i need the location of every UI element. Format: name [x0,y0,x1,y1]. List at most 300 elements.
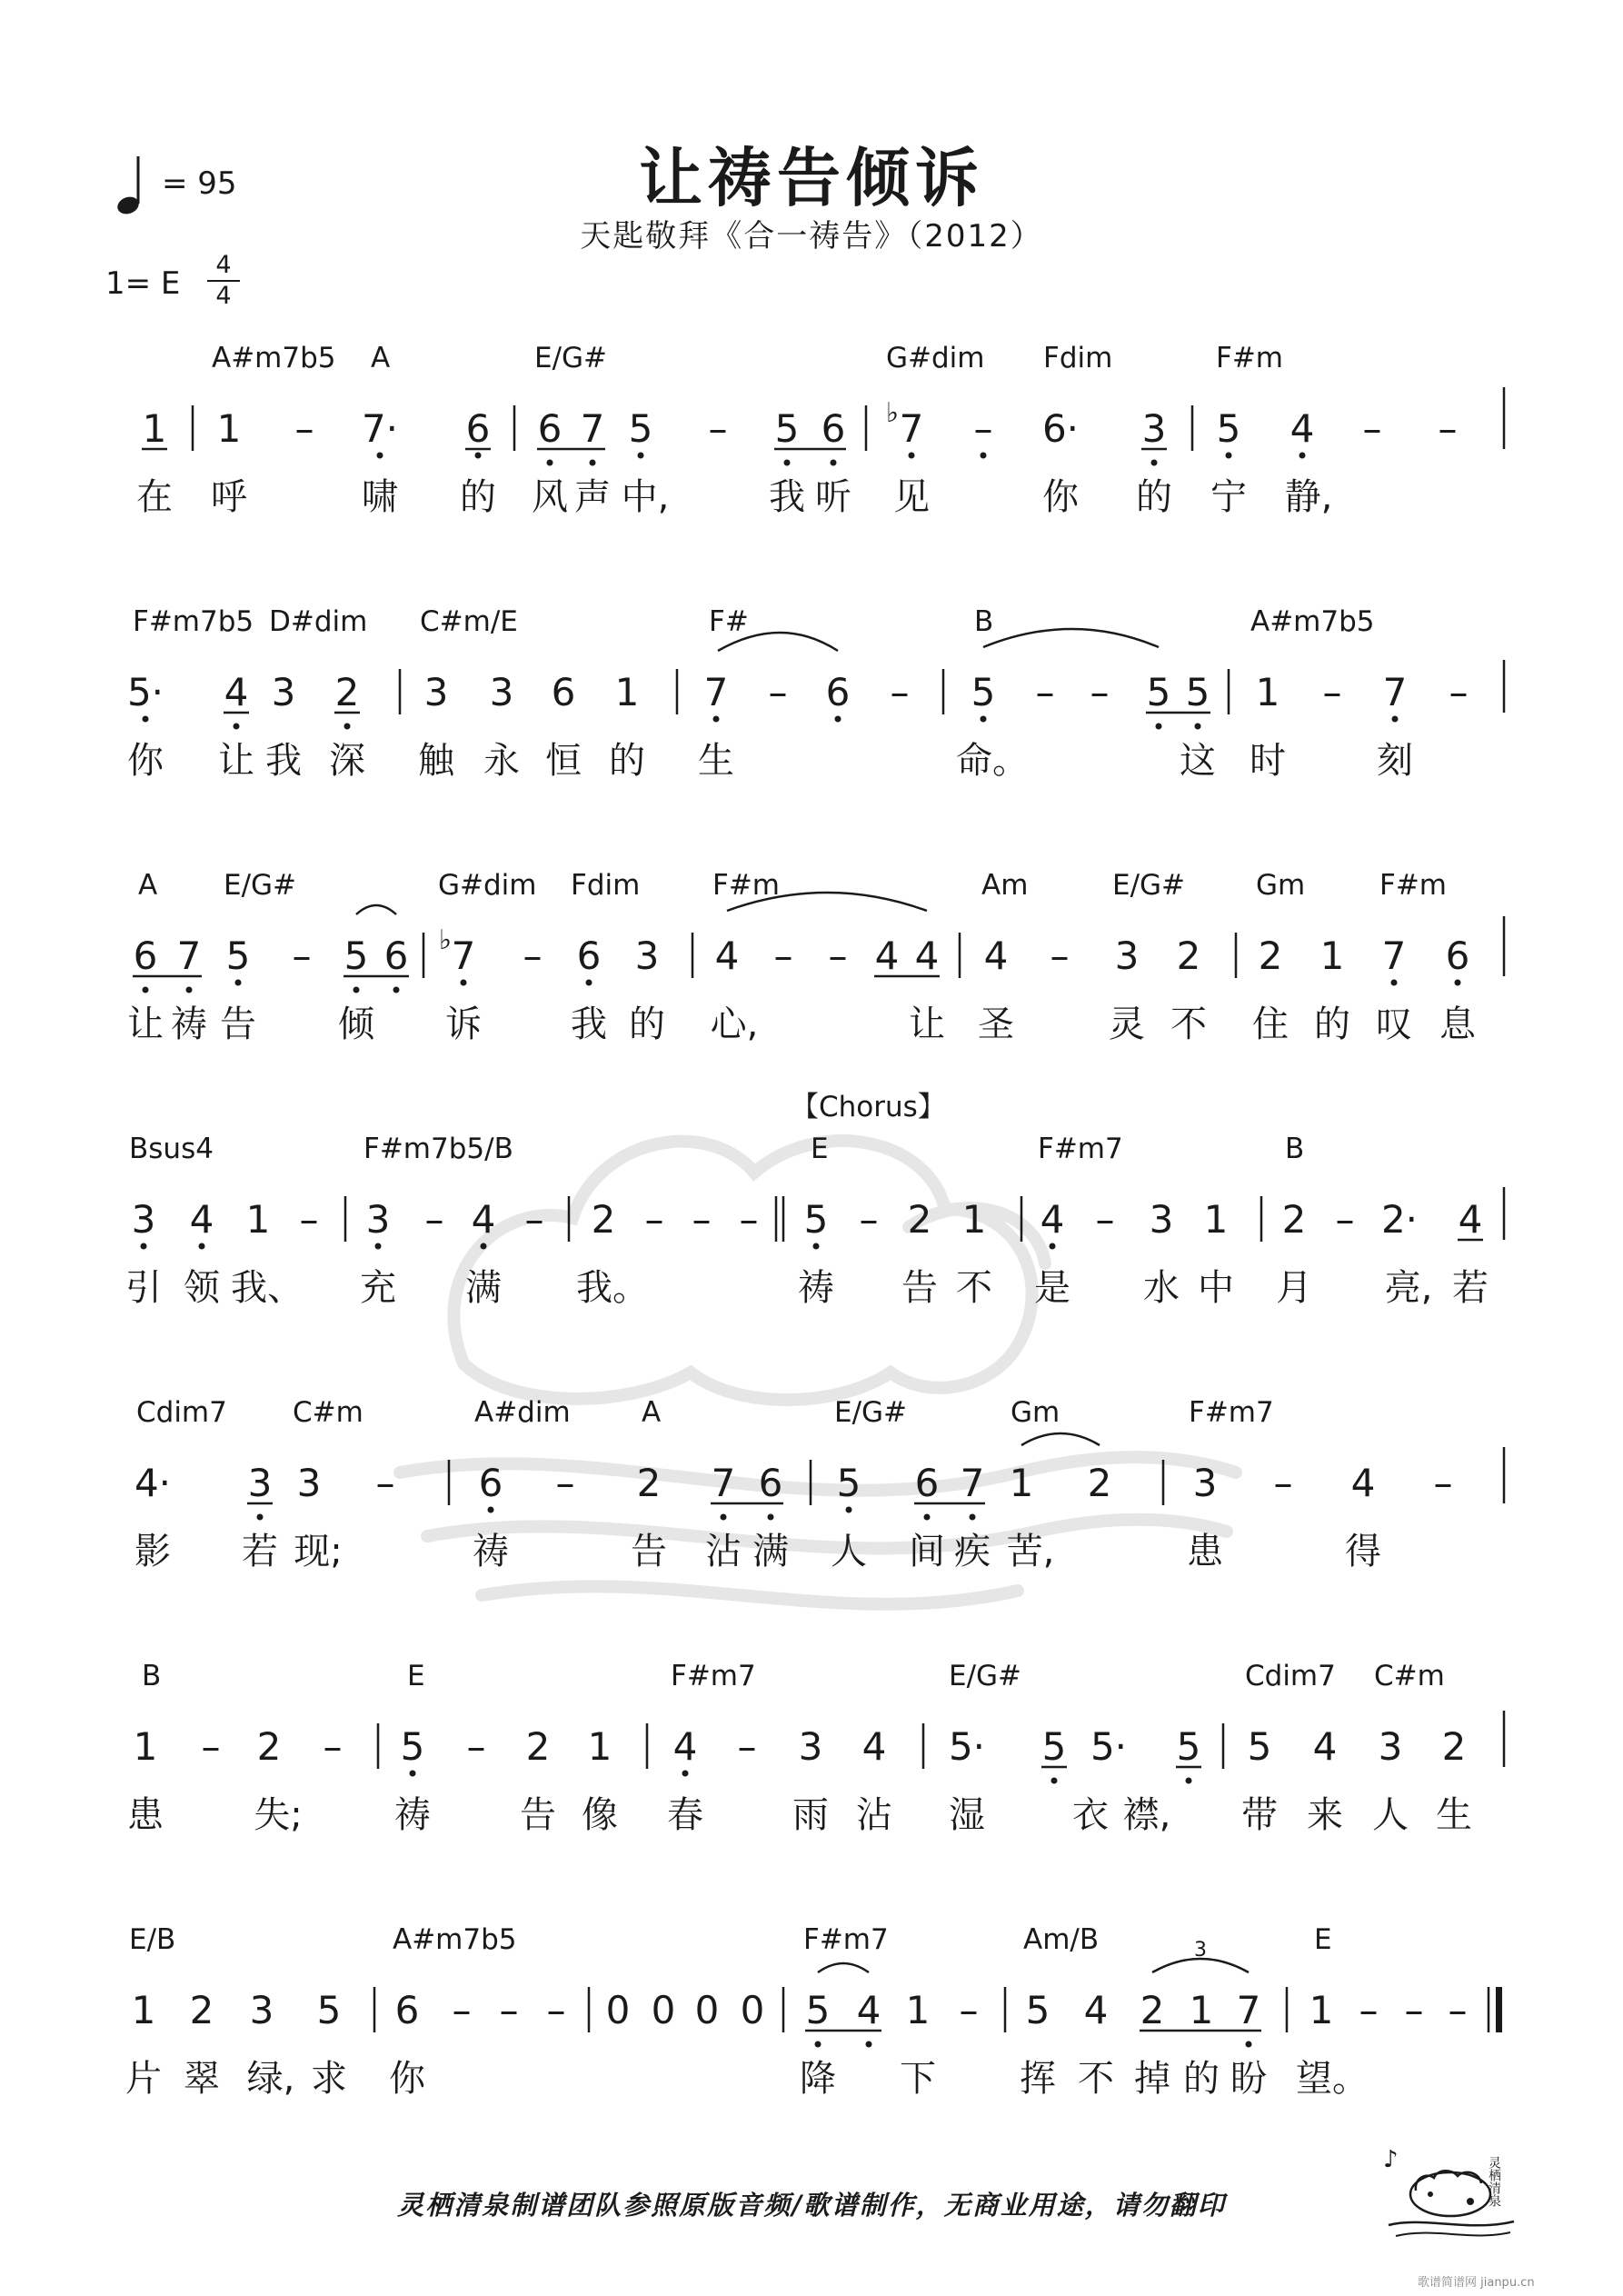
note: 2 [189,1988,214,2032]
note: – [1273,1461,1293,1505]
chord-symbol: F#m7 [671,1660,756,1692]
lyric: 这 [1180,740,1216,782]
chord-symbol: E [1314,1923,1332,1956]
lyric: 让 [218,740,254,782]
chord-symbol: F#m7b5/B [363,1133,513,1165]
note: 1 [587,1724,612,1769]
note: 1 [142,406,167,451]
note: 7 [703,670,729,714]
note: 5 [774,406,800,451]
note: 3 [489,670,514,714]
note: 6 [551,670,576,714]
lyric: 诉 [445,1003,482,1045]
note: – [1448,1988,1468,2032]
lyric: 亮, [1384,1267,1433,1309]
chord-symbol: E/G# [949,1660,1022,1692]
note: – [323,1724,343,1769]
chord-symbol: F#m [1216,342,1284,374]
lyric: 告 [901,1267,938,1309]
lyric: 宁 [1210,476,1247,518]
lyric: 得 [1345,1531,1381,1572]
lyric: 挥 [1020,2058,1056,2100]
score-staff [0,1396,1623,1596]
note: 5 [344,933,369,978]
note: 7 [899,406,924,451]
note: 4 [1083,1988,1109,2032]
lyric: 满 [465,1267,502,1309]
section-label-chorus: 【Chorus】 [791,1091,946,1123]
lyric: 我 [571,1003,607,1045]
time-signature [207,253,240,309]
lyric: 叹 [1376,1003,1412,1045]
lyric: 圣 [978,1003,1014,1045]
lyric: 求 [311,2058,347,2100]
lyric: 啸 [362,476,398,518]
chord-symbol: Am/B [1023,1923,1100,1956]
note: – [737,1724,757,1769]
lyric: 声 [574,476,611,518]
note: 3 [1378,1724,1403,1769]
chord-symbol: G#dim [886,342,985,374]
note: 5· [948,1724,986,1769]
note: – [292,933,312,978]
chord-symbol: F#m7 [1038,1133,1123,1165]
lyric: 时 [1250,740,1286,782]
note: 5 [971,670,996,714]
note: 3 [296,1461,322,1505]
lyric: 领 [184,1267,220,1309]
lyric: 月 [1276,1267,1312,1309]
note: – [294,406,314,451]
note: – [375,1461,395,1505]
lyric: 的 [609,740,645,782]
note: 3 [1192,1461,1218,1505]
time-signature-bottom: 4 [215,282,232,310]
note: 5 [1025,1988,1050,2032]
score-staff [0,1923,1623,2123]
lyric: 不 [1078,2058,1114,2100]
lyric: 触 [418,740,454,782]
chord-symbol: A [138,869,158,902]
note: – [890,670,910,714]
score-line-2 [0,605,1623,805]
lyric: 永 [483,740,520,782]
note: 0 [694,1988,720,2032]
score-staff [0,869,1623,1069]
note: 7 [1381,933,1407,978]
score-line-4 [0,1133,1623,1333]
note: 4 [672,1724,698,1769]
lyric: 降 [800,2058,836,2100]
lyric: 襟, [1122,1794,1171,1836]
note: – [466,1724,486,1769]
site-watermark: 歌谱简谱网 jianpu.cn [1418,2276,1535,2290]
lyric: 灵 [1109,1003,1145,1045]
score-line-5 [0,1396,1623,1596]
note: 2 [636,1461,662,1505]
lyric: 片 [125,2058,162,2100]
note: – [499,1988,519,2032]
lyric: 住 [1252,1003,1289,1045]
note: – [1438,406,1458,451]
chord-symbol: E/G# [834,1396,908,1429]
note: – [692,1197,712,1242]
chord-symbol: Fdim [571,869,641,902]
chord-symbol: D#dim [269,605,368,638]
note: 2 [334,670,360,714]
note: 3 [1149,1197,1174,1242]
chord-symbol: B [974,605,994,638]
octave-dots [815,2041,1252,2048]
lyric: 人 [831,1531,867,1572]
note: 7 [451,933,476,978]
lyric: 我。 [576,1267,649,1309]
note: 6 [133,933,158,978]
note: 5 [805,1988,831,2032]
note: 5 [316,1988,342,2032]
chord-symbol: A#m7b5 [1250,605,1375,638]
note: 5 [836,1461,861,1505]
chord-symbol: F#m7b5 [133,605,254,638]
lyric: 间 [909,1531,945,1572]
lyric: 呼 [211,476,247,518]
note: 5 [1216,406,1241,451]
note: – [1449,670,1469,714]
note: 1 [1309,1988,1334,2032]
note: 4 [224,670,249,714]
lyric: 影 [134,1531,171,1572]
lyric: 满 [752,1531,789,1572]
note: 6 [576,933,602,978]
note: – [523,933,543,978]
score-staff [0,342,1623,542]
lyric: 人 [1372,1794,1409,1836]
note: – [768,670,788,714]
chord-symbol: Bsus4 [129,1133,214,1165]
note: 5 [1041,1724,1067,1769]
note: 2 [1087,1461,1112,1505]
note: – [201,1724,221,1769]
chord-symbol: F#m7 [1189,1396,1274,1429]
note: 1 [1255,670,1280,714]
lyric: 衣 [1072,1794,1109,1836]
note: 4 [914,933,940,978]
note: 7 [580,406,605,451]
chord-symbol: F# [709,605,749,638]
note: – [828,933,848,978]
lyric: 祷 [798,1267,834,1309]
note: 2 [525,1724,551,1769]
note: 5· [126,670,164,714]
note: 3 [798,1724,823,1769]
lyric: 的 [629,1003,665,1045]
note: 5 [1176,1724,1201,1769]
lyric: 绿, [246,2058,295,2100]
note: 2 [256,1724,282,1769]
note: – [1359,1988,1379,2032]
lyric: 祷 [394,1794,431,1836]
chord-symbol: A#dim [474,1396,571,1429]
note: 4 [874,933,900,978]
octave-dots [410,1771,1192,1784]
note: 1 [216,406,242,451]
chord-symbol: B [1285,1133,1305,1165]
song-title: 让祷告倾诉 [639,141,984,215]
svg-text:♪: ♪ [1383,2146,1399,2173]
lyric: 是 [1034,1267,1070,1309]
note: 6 [383,933,409,978]
lyric: 若 [1452,1267,1489,1309]
note: 3 [131,1197,156,1242]
lyric: 命。 [956,740,1029,782]
chord-symbol: E [811,1133,829,1165]
lyric: 患 [127,1794,164,1836]
note: 7 [711,1461,736,1505]
lyric: 深 [329,740,365,782]
flat-sign: ♭ [438,924,453,956]
note: – [1404,1988,1424,2032]
note: 6 [465,406,491,451]
chord-symbol: A [371,342,391,374]
score-staff [0,1660,1623,1860]
time-signature-top: 4 [215,251,232,279]
note: 6 [478,1461,503,1505]
score-line-7 [0,1923,1623,2123]
chord-symbol: A#m7b5 [393,1923,517,1956]
lyric: 引 [125,1267,162,1309]
note: 5 [628,406,653,451]
chord-symbol: C#m [293,1396,363,1429]
lyric: 充 [360,1267,396,1309]
lyric: 告 [631,1531,667,1572]
note: – [773,933,793,978]
lyric: 中, [621,476,670,518]
note: – [1322,670,1342,714]
chord-symbol: E/G# [534,342,608,374]
lyric: 下 [900,2058,936,2100]
lyric: 恒 [545,740,582,782]
lyric: 的 [1183,2058,1220,2100]
key-text: 1= E [105,265,181,302]
note: – [739,1197,759,1242]
note: 2 [1176,933,1201,978]
note: 5 [1247,1724,1272,1769]
chord-symbol: C#m/E [420,605,518,638]
note: 4 [856,1988,881,2032]
note: 6 [821,406,846,451]
chord-symbol: B [142,1660,162,1692]
note: 3 [271,670,296,714]
note: 4 [714,933,740,978]
chord-symbol: Cdim7 [1245,1660,1336,1692]
triplet-mark: 3 [1194,1939,1207,1962]
chord-symbol: E/B [129,1923,176,1956]
lyric: 生 [698,740,734,782]
note: 1 [905,1988,931,2032]
note: 4 [861,1724,887,1769]
lyric: 若 [242,1531,278,1572]
lyric: 倾 [338,1003,374,1045]
note: 7 [960,1461,985,1505]
note: 1 [1319,933,1345,978]
lyric: 听 [815,476,851,518]
note: 4 [471,1197,496,1242]
note: 2 [591,1197,616,1242]
note: 7 [176,933,202,978]
note: 3 [634,933,660,978]
song-subtitle: 天匙敬拜《合一祷告》（2012） [580,218,1043,255]
chord-symbol: F#m [712,869,781,902]
lyric: 告 [220,1003,256,1045]
note: 3 [423,670,449,714]
note: 6 [394,1988,420,2032]
note: 1 [961,1197,987,1242]
note: 7· [361,406,399,451]
lyric: 心, [710,1003,759,1045]
lyric: 沾 [856,1794,892,1836]
tempo-value: = 95 [162,165,237,202]
chord-symbol: F#m7 [803,1923,889,1956]
note: 2 [1441,1724,1467,1769]
note: – [1433,1461,1453,1505]
note: 1 [1009,1461,1034,1505]
note: 4 [1350,1461,1376,1505]
lyric: 像 [582,1794,618,1836]
lyric: 在 [136,476,173,518]
lyric: 的 [1314,1003,1350,1045]
lyric: 见 [893,476,930,518]
note: 7 [1236,1988,1261,2032]
note: 1 [131,1988,156,2032]
note: 1 [614,670,640,714]
note: 5 [1146,670,1171,714]
note: 4 [1458,1197,1483,1242]
note: 6 [758,1461,783,1505]
lyric: 春 [667,1794,703,1836]
chord-symbol: E [407,1660,425,1692]
note: – [708,406,728,451]
chord-symbol: Cdim7 [136,1396,227,1429]
chord-symbol: Am [981,869,1029,902]
note: 4· [134,1461,172,1505]
lyric: 你 [127,740,164,782]
lyric: 祷 [171,1003,207,1045]
octave-dots [141,1243,1056,1250]
note: 6 [825,670,851,714]
chord-symbol: Gm [1256,869,1306,902]
lyric: 盼 [1230,2058,1267,2100]
score-line-6 [0,1660,1623,1860]
note: 1 [1189,1988,1214,2032]
note: 2 [1258,933,1283,978]
quarter-note-icon [116,153,153,216]
note: 5· [1090,1724,1128,1769]
note: 3 [1114,933,1140,978]
footer-note: 灵栖清泉制谱团队参照原版音频/歌谱制作，无商业用途，请勿翻印 [397,2190,1226,2221]
octave-dots [143,980,1461,993]
lyric: 的 [1136,476,1172,518]
note: 4 [983,933,1009,978]
score-staff [0,1133,1623,1333]
note: – [1090,670,1110,714]
chord-symbol: A#m7b5 [212,342,336,374]
note: 2 [1140,1988,1165,2032]
chord-symbol: Fdim [1043,342,1113,374]
note: 2 [1281,1197,1307,1242]
lyric: 翠 [184,2058,220,2100]
note: 4 [189,1197,214,1242]
chord-symbol: Gm [1011,1396,1060,1429]
lyric: 我、 [231,1267,304,1309]
note: 4 [1312,1724,1338,1769]
lyric: 不 [1170,1003,1207,1045]
lyric: 中 [1198,1267,1234,1309]
note: 5 [1185,670,1210,714]
note: – [1095,1197,1115,1242]
note: 7 [1382,670,1408,714]
note: 5 [225,933,251,978]
lyric: 来 [1307,1794,1343,1836]
lyric: 生 [1436,1794,1472,1836]
lyric: 水 [1143,1267,1180,1309]
chord-symbol: F#m [1379,869,1448,902]
chord-symbol: C#m [1374,1660,1445,1692]
lyric: 祷 [473,1531,509,1572]
note: – [959,1988,979,2032]
lyric: 望。 [1296,2058,1369,2100]
note: 1 [1203,1197,1229,1242]
note: 6 [914,1461,940,1505]
lyric: 你 [389,2058,425,2100]
score-line-3 [0,869,1623,1069]
lyric: 现; [294,1531,343,1572]
octave-dots [257,1507,976,1521]
note: – [555,1461,575,1505]
lyric: 静, [1284,476,1333,518]
lyric: 告 [520,1794,556,1836]
note: – [424,1197,444,1242]
note: 5 [400,1724,425,1769]
note: – [1362,406,1382,451]
chord-symbol: E/G# [224,869,297,902]
sheep-logo-icon [1378,2138,1532,2247]
note: – [546,1988,566,2032]
lyric: 风 [532,476,568,518]
lyric: 带 [1241,1794,1278,1836]
note: 0 [605,1988,631,2032]
lyric: 沾 [705,1531,742,1572]
lyric: 疾 [954,1531,991,1572]
note: – [299,1197,319,1242]
final-barline-thick [1496,1987,1502,2032]
note: 3 [365,1197,391,1242]
chord-symbol: E/G# [1112,869,1186,902]
note: 4 [1289,406,1315,451]
note: 4 [1040,1197,1065,1242]
lyric: 雨 [792,1794,829,1836]
lyric: 让 [909,1003,945,1045]
lyric: 刻 [1377,740,1413,782]
note: 1 [245,1197,271,1242]
note: – [452,1988,472,2032]
lyric: 的 [460,476,496,518]
lyric: 我 [769,476,805,518]
note: – [524,1197,544,1242]
lyric: 掉 [1134,2058,1170,2100]
note: 0 [651,1988,676,2032]
note: 3 [1141,406,1167,451]
note: 6 [537,406,563,451]
